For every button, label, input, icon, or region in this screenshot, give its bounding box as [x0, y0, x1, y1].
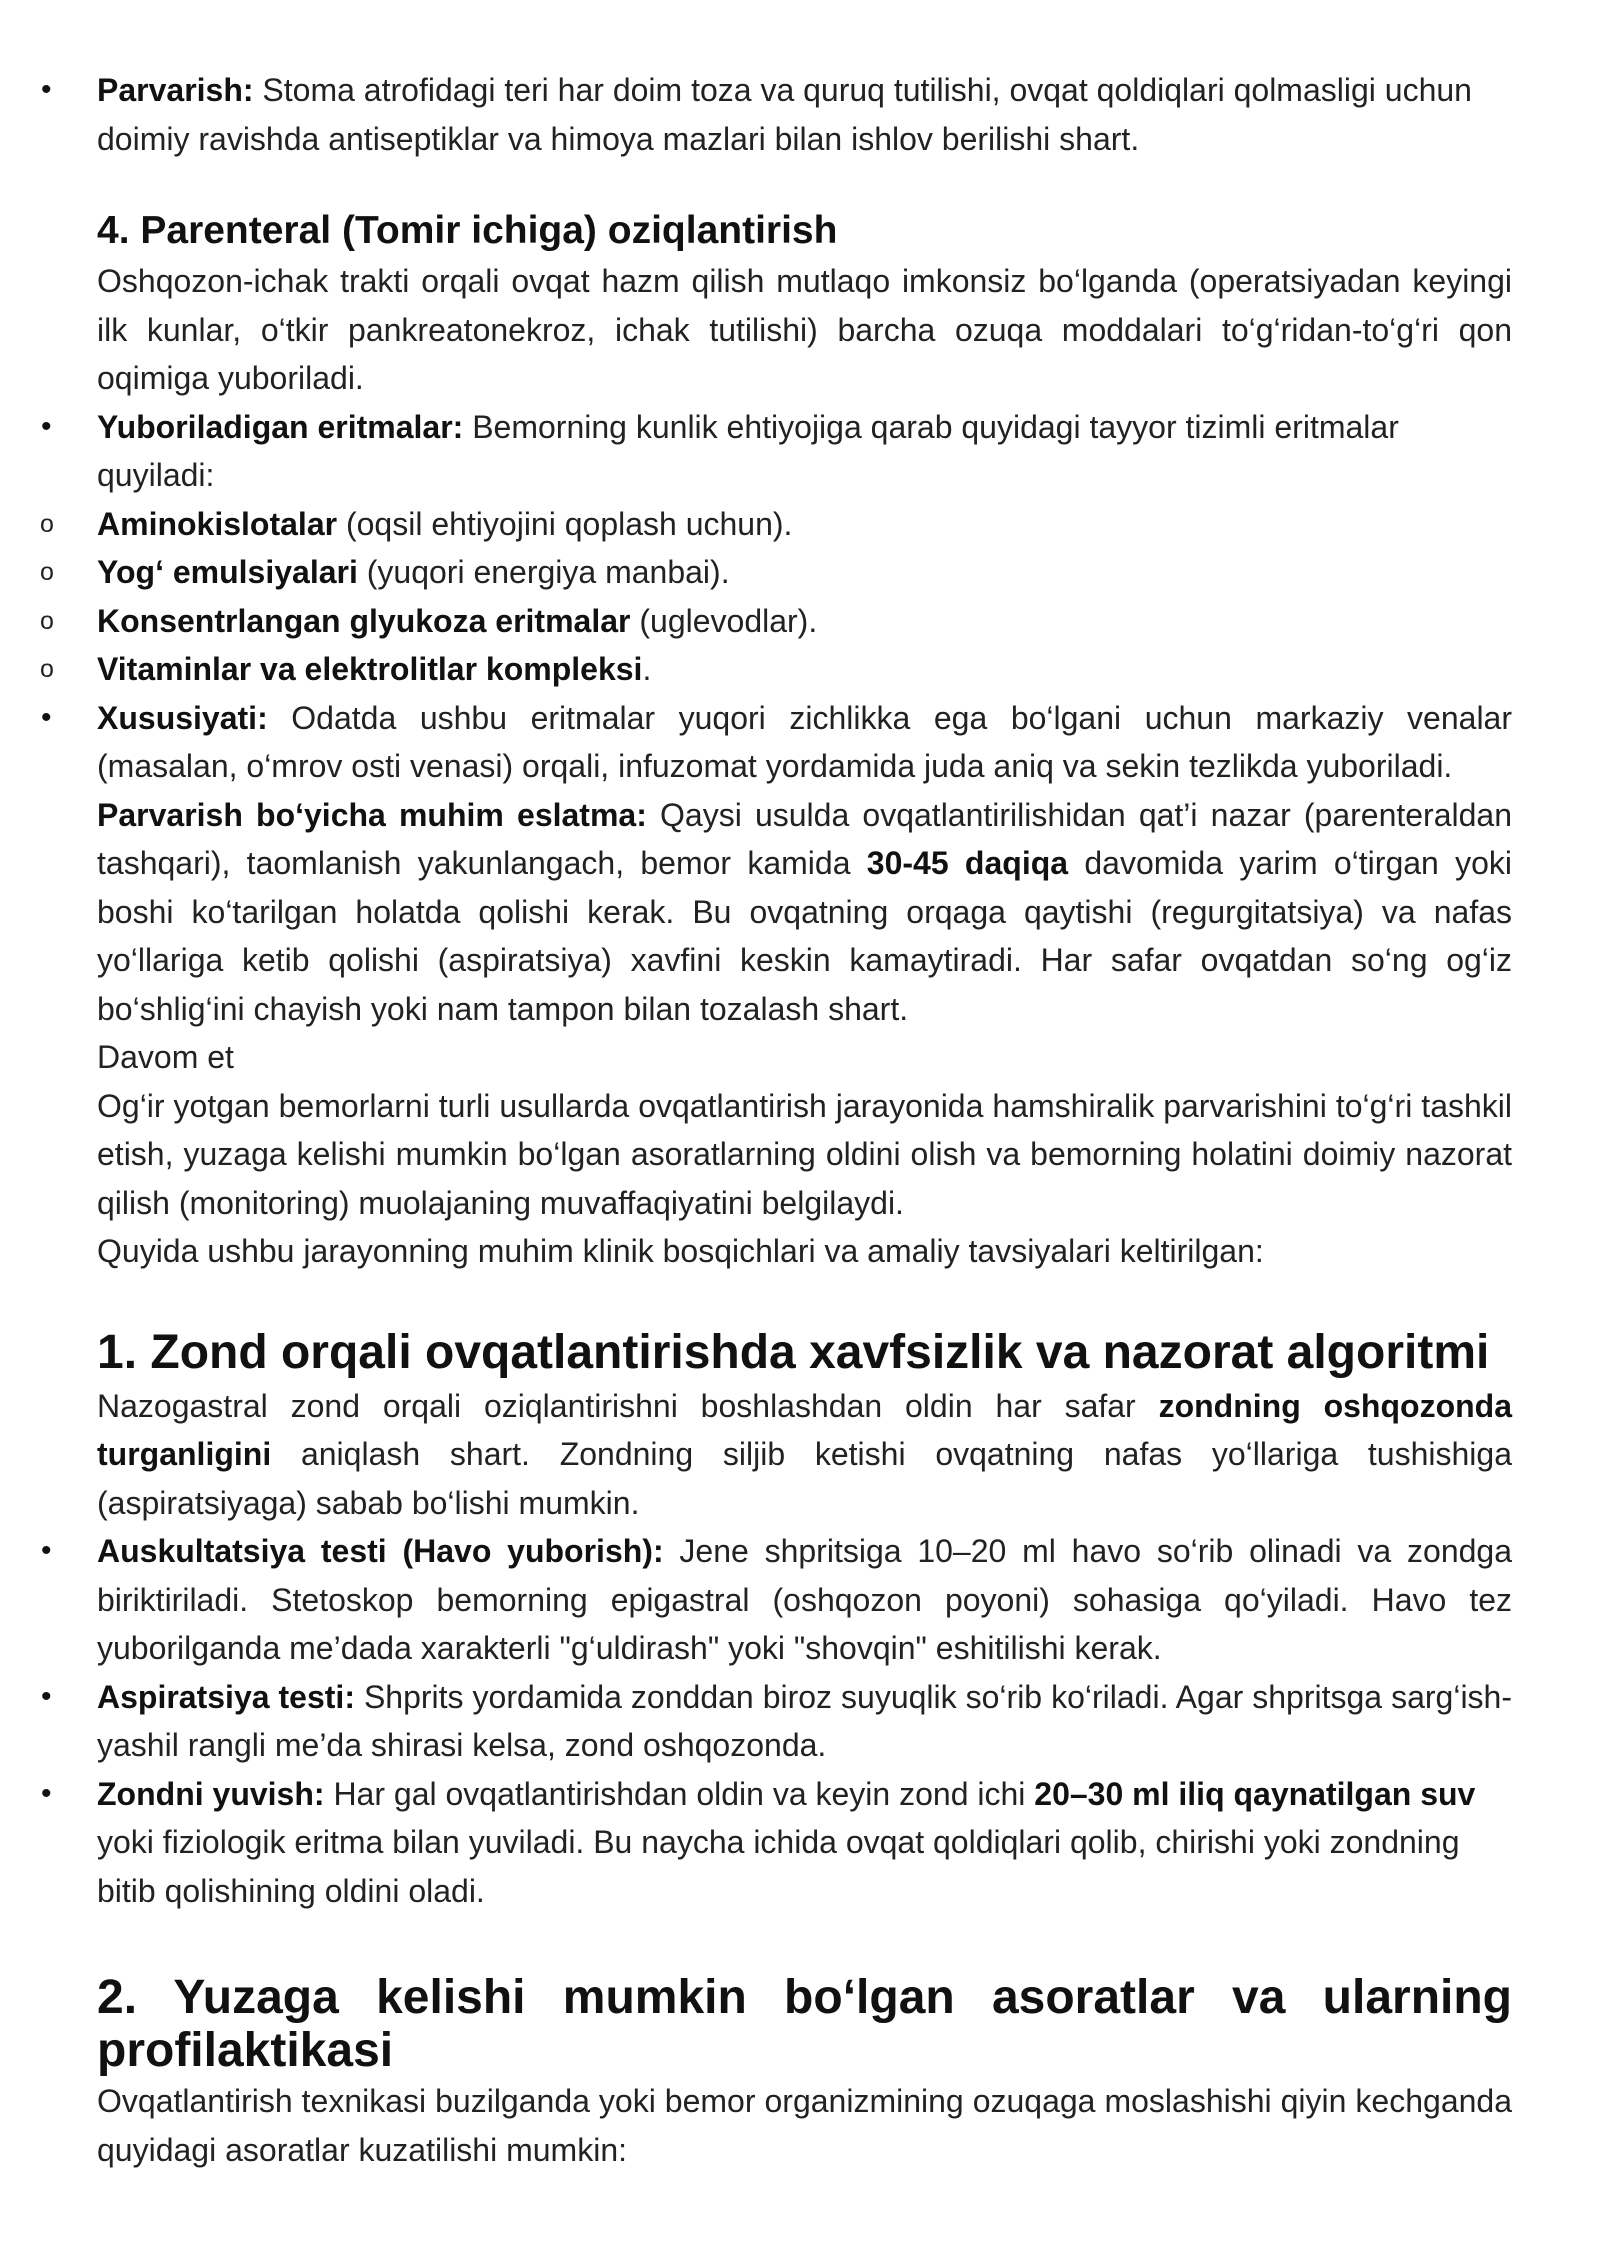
note-text: Qaysi usulda ovqatlantirilishidan qat’i nazar (parenteraldan tashqari), taomlanish yakunlangach, bemor kamida: [97, 796, 1513, 881]
item-label: Auskultatsiya testi (Havo yuborish):: [97, 1533, 664, 1569]
continue-text: Davom et: [97, 1039, 234, 1075]
sub-item-label: Vitaminlar va elektrolitlar kompleksi: [97, 651, 643, 687]
item-text: Bemorning kunlik ehtiyojiga qarab quyidagi tayyor tizimli eritmalar quyiladi:: [97, 408, 1399, 493]
list-item-care: [97, 66, 1512, 163]
list-item-auscultation: [97, 1527, 1512, 1673]
sub-list-item: [97, 500, 1512, 549]
item-label: Parvarish:: [97, 72, 254, 108]
item-label: Aspiratsiya testi:: [97, 1678, 355, 1715]
list-item-washing: [97, 1770, 1512, 1916]
section-intro: Ovqatlantirish texnikasi buzilganda yoki bemor organizmining ozuqaga moslashishi qiyin kechganda quyidagi asoratlar kuzatilishi mumkin:: [97, 2083, 1512, 2168]
sub-item-label: Konsentrlangan glyukoza eritmalar: [97, 602, 631, 639]
item-text: Jene shpritsiga 10–20 ml havo so‘rib olinadi va zondga biriktiriladi. Stetoskop bemorning epigastral (oshqozon poyoni) sohasiga qo‘yiladi. Havo tez yuborilganda me’dada xarakterli "g‘uldirash" yoki "shovqin" eshitilishi kerak.: [97, 1533, 1513, 1666]
item-text: Har gal ovqatlantirishdan oldin va keyin zond ichi: [324, 1775, 1035, 1812]
sub-item-label: Yog‘ emulsiyalari: [97, 554, 358, 590]
item-highlight: 20–30 ml iliq qaynatilgan suv: [1034, 1775, 1476, 1812]
section-heading-complications: 2. Yuzaga kelishi mumkin bo‘lgan asoratlar va ularning profilaktikasi: [97, 1971, 1512, 2077]
list-item-aspiration: [97, 1673, 1512, 1770]
section-heading-parenteral: 4. Parenteral (Tomir ichiga) oziqlantirish: [97, 209, 838, 252]
intro-text: aniqlash shart. Zondning siljib ketishi ovqatning nafas yo‘llariga tushishiga (aspiratsiyaga) sabab bo‘lishi mumkin.: [97, 1436, 1512, 1521]
note-text: davomida yarim o‘tirgan yoki boshi ko‘tarilgan holatda qolishi kerak. Bu ovqatning orqaga qaytishi (regurgitatsiya) va nafas yo‘llariga ketib qolishi (aspiratsiya) xavfini keskin kamaytiradi. Har safar ovqatdan so‘ng og‘iz bo‘shlig‘ini chayish yoki nam tampon bilan tozalash shart.: [97, 845, 1513, 1027]
document-content: [97, 66, 1512, 2174]
note-label: Parvarish bo‘yicha muhim eslatma:: [97, 796, 647, 833]
intro-highlight: zondning oshqozonda turganligini: [97, 1387, 1513, 1472]
paragraph: Quyida ushbu jarayonning muhim klinik bosqichlari va amaliy tavsiyalari keltirilgan:: [97, 1233, 1264, 1269]
intro-text: Nazogastral zond orqali oziqlantirishni boshlashdan oldin har safar: [97, 1387, 1159, 1424]
item-label: Yuboriladigan eritmalar:: [97, 408, 464, 445]
list-item-features: [97, 694, 1512, 791]
list-item-solutions: [97, 403, 1512, 500]
sub-list-item: [97, 645, 1512, 694]
item-label: Xususiyati:: [97, 699, 268, 736]
item-label: Zondni yuvish:: [97, 1775, 325, 1812]
care-note: [97, 791, 1512, 1034]
section-heading-tube-feeding: 1. Zond orqali ovqatlantirishda xavfsizlik va nazorat algoritmi: [97, 1325, 1490, 1379]
sub-item-text: .: [642, 651, 652, 687]
sub-item-text: (uglevodlar).: [630, 602, 818, 639]
item-text: Stoma atrofidagi teri har doim toza va quruq tutilishi, ovqat qoldiqlari qolmasligi uchun doimiy ravishda antiseptiklar va himoya mazlari bilan ishlov berilishi shart.: [97, 72, 1472, 157]
sub-item-label: Aminokislotalar: [97, 505, 338, 542]
sub-list-item: [97, 548, 1512, 597]
sub-item-text: (oqsil ehtiyojini qoplash uchun).: [337, 505, 793, 542]
note-highlight: 30-45 daqiqa: [866, 845, 1069, 881]
sub-item-text: (yuqori energiya manbai).: [357, 554, 730, 590]
section-intro: Oshqozon-ichak trakti orqali ovqat hazm qilish mutlaqo imkonsiz bo‘lganda (operatsiyadan keyingi ilk kunlar, o‘tkir pankreatonekroz, ichak tutilishi) barcha ozuqa moddalari to‘g‘ridan-to‘g‘ri qon oqimiga yuboriladi.: [97, 263, 1512, 396]
item-text: Shprits yordamida zonddan biroz suyuqlik so‘rib ko‘riladi. Agar shpritsga sarg‘ish-yashil rangli me’da shirasi kelsa, zond oshqozonda.: [97, 1678, 1512, 1763]
paragraph: Og‘ir yotgan bemorlarni turli usullarda ovqatlantirish jarayonida hamshiralik parvarishini to‘g‘ri tashkil etish, yuzaga kelishi mumkin bo‘lgan asoratlarning oldini olish va bemorning holatini doimiy nazorat qilish (monitoring) muolajaning muvaffaqiyatini belgilaydi.: [97, 1087, 1512, 1221]
item-text: Odatda ushbu eritmalar yuqori zichlikka ega bo‘lgani uchun markaziy venalar (masalan, o‘mrov osti venasi) orqali, infuzomat yordamida juda aniq va sekin tezlikda yuboriladi.: [97, 699, 1512, 784]
item-text: yoki fiziologik eritma bilan yuviladi. Bu naycha ichida ovqat qoldiqlari qolib, chirishi yoki zondning bitib qolishining oldini oladi.: [97, 1824, 1460, 1909]
section-intro: [97, 1382, 1512, 1528]
sub-list-item: [97, 597, 1512, 646]
